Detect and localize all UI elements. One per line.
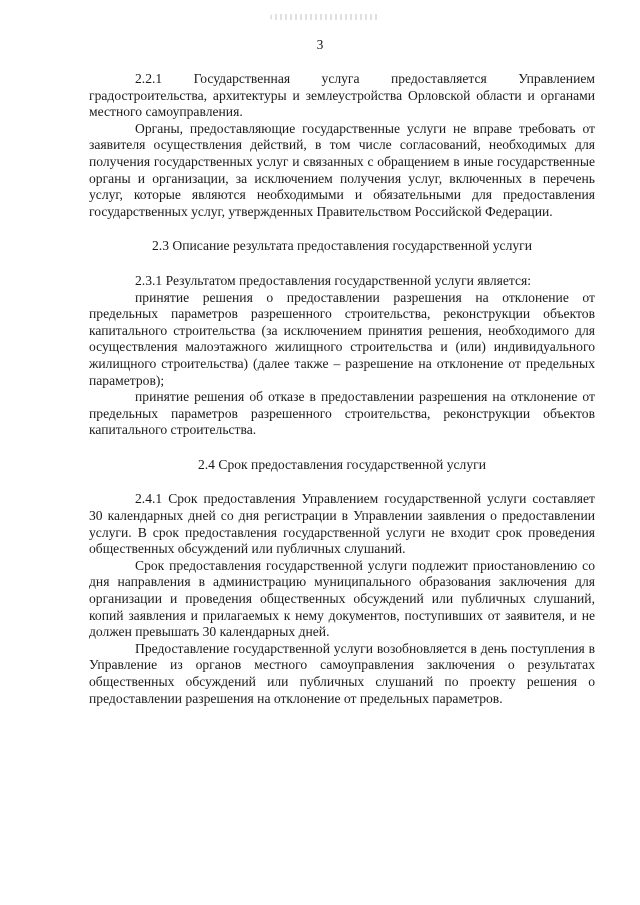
paragraph-2-3-1: 2.3.1 Результатом предоставления государственной услуги является: <box>135 272 532 288</box>
paragraph-2-2-organs: Органы, предоставляющие государственные услуги не вправе требовать от заявителя осуществления действий, в том числе согласований, необходимых для получения государственных услуг и связанных с обращением в иные государственные органы и организации, за исключением получения услуг, включенных в перечень услуг, которые являются необходимыми и обязательными для предоставления государственных услуг, утвержденных Правительством Российской Федерации. <box>89 120 595 219</box>
paragraph-2-4-1: 2.4.1 Срок предоставления Управлением государственной услуги составляет 30 календарных дней со дня регистрации в Управлении заявления о предоставлении услуги. В срок предоставления государственной услуги не входит срок проведения общественных обсуждений или публичных слушаний. <box>89 491 595 557</box>
paragraph-2-4-suspension: Срок предоставления государственной услуги подлежит приостановлению со дня направления в администрацию муниципального образования заключения для организации и проведения общественных обсуждений или публичных слушаний, копий заявления и прилагаемых к нему документов, поступивших от заявителя, и не должен превышать 30 календарных дней. <box>89 557 595 640</box>
paragraph-2-3-decision-grant: принятие решения о предоставлении разрешения на отклонение от предельных параметров разрешенного строительства, реконструкции объектов капитального строительства (за исключением принятия решения, необходимого для осуществления малоэтажного жилищного строительства и (или) индивидуального жилищного строительства) (далее также – разрешение на отклонение от предельных параметров); <box>89 289 595 388</box>
scan-artifact <box>270 14 380 20</box>
page-number: 3 <box>316 37 324 52</box>
heading-2-4: 2.4 Срок предоставления государственной услуги <box>197 456 486 472</box>
heading-2-3: 2.3 Описание результата предоставления государственной услуги <box>152 238 532 254</box>
paragraph-2-3-decision-refuse: принятие решения об отказе в предоставлении разрешения на отклонение от предельных параметров разрешенного строительства, реконструкции объектов капитального строительства. <box>89 389 595 438</box>
paragraph-2-2-1: 2.2.1 Государственная услуга предоставляется Управлением градостроительства, архитектуры и землеустройства Орловской области и органами местного самоуправления. <box>89 71 595 120</box>
document-body <box>89 71 595 707</box>
paragraph-2-4-resumption: Предоставление государственной услуги возобновляется в день поступления в Управление из органов местного самоуправления заключения о результатах общественных обсуждений или публичных слушаний по проекту решения о предоставлении разрешения на отклонение от предельных параметров. <box>89 640 595 706</box>
